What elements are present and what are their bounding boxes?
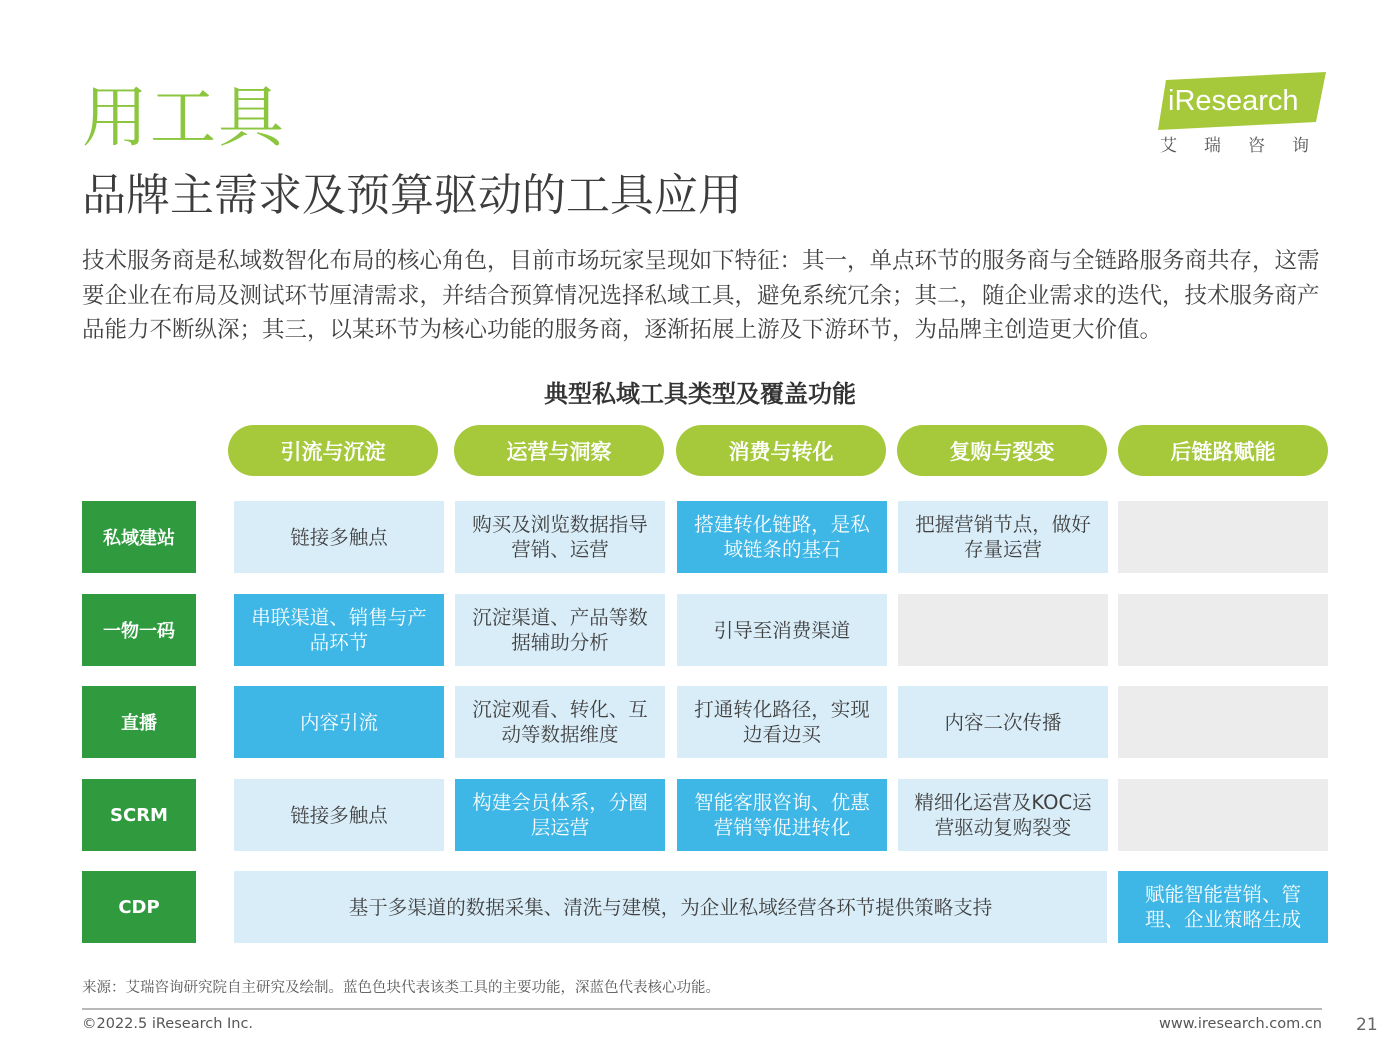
matrix-cell (1118, 779, 1328, 851)
row-label-scrm: SCRM (82, 779, 196, 851)
matrix-cell (234, 779, 444, 851)
cell-text: 沉淀观看、转化、互动等数据维度 (472, 698, 648, 746)
cdp-post-link-cell (1118, 871, 1328, 943)
cell-text: 赋能智能营销、管理、企业策略生成 (1144, 883, 1301, 931)
cell-text: 构建会员体系，分圈层运营 (472, 791, 648, 839)
matrix-cell (234, 686, 444, 758)
row-label-cdp: CDP (82, 871, 196, 943)
matrix-cell (677, 686, 887, 758)
matrix-cell (677, 501, 887, 573)
source-note: 来源：艾瑞咨询研究院自主研究及绘制。蓝色色块代表该类工具的主要功能，深蓝色代表核心功能。 (82, 980, 720, 996)
logo-cn-text: 艾瑞咨询 (1160, 136, 1336, 156)
column-header-repurchase: 复购与裂变 (897, 425, 1107, 476)
cell-text: 串联渠道、销售与产品环节 (251, 606, 427, 654)
page-title: 用工具 (82, 79, 286, 156)
cell-text: 购买及浏览数据指导营销、运营 (472, 513, 648, 561)
website-link[interactable]: www.iresearch.com.cn (1159, 1016, 1322, 1032)
matrix-cell (1118, 686, 1328, 758)
iresearch-logo (1158, 72, 1336, 164)
row-label-private-site: 私域建站 (82, 501, 196, 573)
column-header-post-link: 后链路赋能 (1118, 425, 1328, 476)
cell-text: 内容引流 (299, 710, 378, 734)
footer-divider (82, 1008, 1322, 1010)
cell-text: 基于多渠道的数据采集、清洗与建模，为企业私域经营各环节提供策略支持 (348, 895, 993, 919)
matrix-cell (898, 779, 1108, 851)
row-label-one-item-one-code: 一物一码 (82, 594, 196, 666)
matrix-cell (898, 501, 1108, 573)
matrix-cell (234, 501, 444, 573)
matrix-cell (455, 594, 665, 666)
matrix-title: 典型私域工具类型及覆盖功能 (544, 380, 856, 408)
cell-text: 搭建转化链路，是私域链条的基石 (694, 513, 870, 561)
intro-paragraph: 技术服务商是私域数智化布局的核心角色，目前市场玩家呈现如下特征：其一，单点环节的服务商与全链路服务商共存，这需要企业在布局及测试环节厘清需求，并结合预算情况选择私域工具，避免系统冗余；其二，随企业需求的迭代，技术服务商产品能力不断纵深；其三，以某环节为核心功能的服务商，逐渐拓展上游及下游环节，为品牌主创造更大价值。 (82, 248, 1320, 343)
column-header-conversion: 消费与转化 (676, 425, 886, 476)
cell-text: 智能客服咨询、优惠营销等促进转化 (694, 791, 870, 839)
cell-text: 链接多触点 (290, 803, 388, 827)
column-header-operation: 运营与洞察 (454, 425, 664, 476)
matrix-cell (455, 779, 665, 851)
matrix-cell (455, 686, 665, 758)
column-header-inflow: 引流与沉淀 (228, 425, 438, 476)
matrix-cell (677, 594, 887, 666)
row-label-live-stream: 直播 (82, 686, 196, 758)
logo-brand-text: iResearch (1168, 85, 1299, 117)
matrix-cell (898, 594, 1108, 666)
cell-text: 沉淀渠道、产品等数据辅助分析 (472, 606, 648, 654)
cell-text: 精细化运营及KOC运营驱动复购裂变 (914, 791, 1092, 839)
cell-text: 打通转化路径，实现边看边买 (694, 698, 870, 746)
cell-text: 把握营销节点，做好存量运营 (915, 513, 1091, 561)
matrix-cell (1118, 501, 1328, 573)
cell-text: 引导至消费渠道 (713, 618, 851, 642)
page-subtitle: 品牌主需求及预算驱动的工具应用 (82, 170, 742, 221)
matrix-cell (898, 686, 1108, 758)
matrix-cell (1118, 594, 1328, 666)
matrix-cell (677, 779, 887, 851)
page-number: 21 (1356, 1015, 1378, 1035)
cdp-span-cell (234, 871, 1107, 943)
matrix-cell (234, 594, 444, 666)
copyright-text: ©2022.5 iResearch Inc. (82, 1016, 254, 1032)
cell-text: 内容二次传播 (944, 710, 1062, 734)
cell-text: 链接多触点 (290, 525, 388, 549)
matrix-cell (455, 501, 665, 573)
